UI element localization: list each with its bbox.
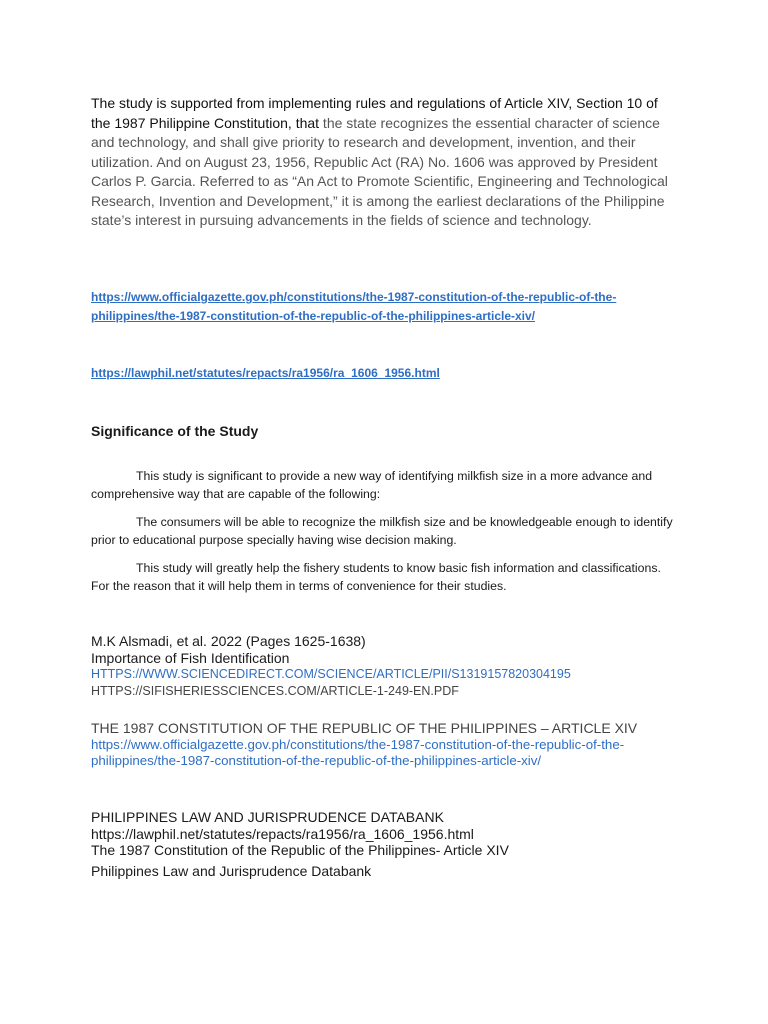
intro-paragraph (91, 94, 681, 231)
citation-link-lawphil[interactable]: https://lawphil.net/statutes/repacts/ra1956/ra_1606_1956.html (91, 366, 440, 380)
reference-title: Importance of Fish Identification (91, 649, 290, 666)
reference-author: M.K Alsmadi, et al. 2022 (Pages 1625-1638) (91, 633, 366, 649)
reference-link-sciencedirect[interactable]: HTTPS://WWW.SCIENCEDIRECT.COM/SCIENCE/ARTICLE/PII/S1319157820304195 (91, 667, 571, 681)
reference-title: Philippines Law and Jurisprudence Databank (91, 863, 372, 879)
reference-title: THE 1987 CONSTITUTION OF THE REPUBLIC OF THE PHILIPPINES – ARTICLE XIV (91, 720, 638, 736)
section-heading-significance: Significance of the Study (91, 423, 259, 439)
significance-paragraph-2: The consumers will be able to recognize the milkfish size and be knowledgeable enough to identify prior to educational purpose specially having wise decision making. (91, 515, 673, 547)
reference-lawphil (91, 809, 691, 859)
significance-paragraph-1: This study is significant to provide a new way of identifying milkfish size in a more advance and comprehensive way that are capable of the following: (91, 469, 653, 501)
intro-text-dark: The study is supported from implementing rules and regulations of Article XIV, Section 10 of the 1987 Philippine Constitution, that (91, 95, 658, 131)
intro-text-grey: the state recognizes the essential character of science and technology, and shall give priority to research and development, invention, and their utilization. And on August 23, 1956, Republic Act (RA) No. 1606 was approved by President Carlos P. Garcia. Referred to as “An Act to Promote Scientific, Engineering and Technological Research, Invention and Development,” it is among the earliest declarations of the Philippine state’s interest in pursuing advancements in the fields of science and technology. (91, 114, 668, 228)
significance-paragraph-3: This study will greatly help the fishery students to know basic fish information and classifications. For the reason that it will help them in terms of convenience for their studies. (91, 561, 661, 593)
citation-link-official-gazette[interactable]: https://www.officialgazette.gov.ph/constitutions/the-1987-constitution-of-the-republic-of-the-philippines/the-1987-constitution-of-the-republic-of-the-philippines-article-xiv/ (91, 290, 617, 323)
reference-link-sifisheries[interactable]: HTTPS://SIFISHERIESSCIENCES.COM/ARTICLE-1-249-EN.PDF (91, 683, 459, 698)
reference-title: PHILIPPINES LAW AND JURISPRUDENCE DATABANK (91, 809, 444, 825)
reference-link-official-gazette[interactable]: https://www.officialgazette.gov.ph/constitutions/the-1987-constitution-of-the-republic-of-the-philippines/the-1987-constitution-of-the-republic-of-the-philippines-article-xiv/ (91, 736, 625, 768)
reference-alsmadi (91, 633, 691, 699)
reference-databank (91, 863, 691, 880)
reference-constitution (91, 720, 691, 770)
reference-link-lawphil[interactable]: https://lawphil.net/statutes/repacts/ra1956/ra_1606_1956.html (91, 825, 474, 842)
reference-subtitle: The 1987 Constitution of the Republic of the Philippines- Article XIV (91, 842, 509, 858)
